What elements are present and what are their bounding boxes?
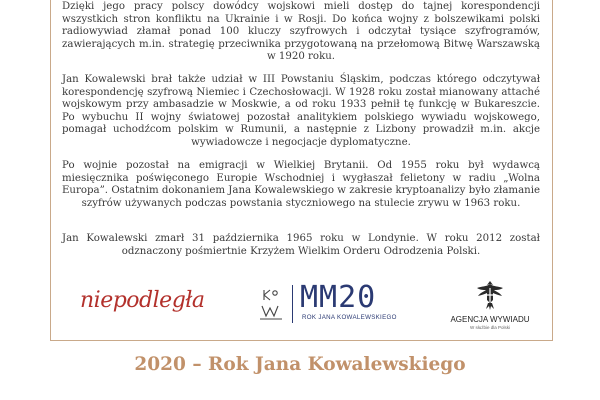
- agencja-wywiadu-title: AGENCJA WYWIADU: [450, 315, 530, 324]
- frame-bottom-border: [50, 340, 553, 341]
- eagle-emblem-icon: [474, 278, 506, 312]
- logo-divider: [292, 285, 293, 323]
- niepodlegla-logo: niepodległa: [80, 288, 205, 313]
- paragraph-death: Jan Kowalewski zmarł 31 października 1965 roku w Londynie. W roku 2012 został odznaczony pośmiertnie Krzyżem Wielkim Orderu Odrodzenia Polski.: [62, 233, 540, 257]
- paragraph-emigration: Po wojnie pozostał na emigracji w Wielkiej Brytanii. Od 1955 roku był wydawcą miesięcznika poświęconego Europie Wschodniej i wygłaszał felietony w radiu „Wolna Europa”. Ostatnim dokonaniem Jana Kowalewskiego w zakresie kryptoanalizy było złamanie szyfrów używanych podczas powstania styczniowego na stulecie zrywu w 1963 roku.: [62, 160, 540, 209]
- agencja-wywiadu-subtitle: W służbie dla Polski: [469, 325, 510, 330]
- partner-logos: [62, 272, 540, 334]
- mm20-logo: MM20: [300, 280, 377, 315]
- paragraph-radiowywiad: Dzięki jego pracy polscy dowódcy wojskowi mieli dostęp do tajnej korespondencji wszystkich stron konfliktu na Ukrainie i w Rosji. Do końca wojny z bolszewikami polski radiowywiad złamał ponad 100 kluczy szyfrowych i odczytał tysiące szyfrogramów, zawierających m.in. strategię przeciwnika przygotowaną na przełomową Bitwę Warszawską w 1920 roku.: [62, 1, 540, 63]
- footer-title: 2020 – Rok Jana Kowalewskiego: [134, 354, 466, 375]
- mm20-subtitle: ROK JANA KOWALEWSKIEGO: [302, 314, 397, 321]
- frame-left-border: [50, 0, 51, 340]
- frame-right-border: [552, 0, 553, 340]
- paragraph-career: Jan Kowalewski brał także udział w III Powstaniu Śląskim, podczas którego odczytywał korespondencję szyfrową Niemiec i Czechosłowacji. W 1928 roku został mianowany attaché wojskowym przy ambasadzie w Moskwie, a od roku 1933 pełnił tę funkcję w Bukareszcie. Po wybuchu II wojny światowej pozostał analitykiem polskiego wywiadu wojskowego, pomagał uchodźcom polskim w Rumunii, a następnie z Lizbony prowadził m.in. akcje wywiadowcze i negocjacje dyplomatyczne.: [62, 74, 540, 148]
- kw-monogram-icon: [256, 286, 286, 322]
